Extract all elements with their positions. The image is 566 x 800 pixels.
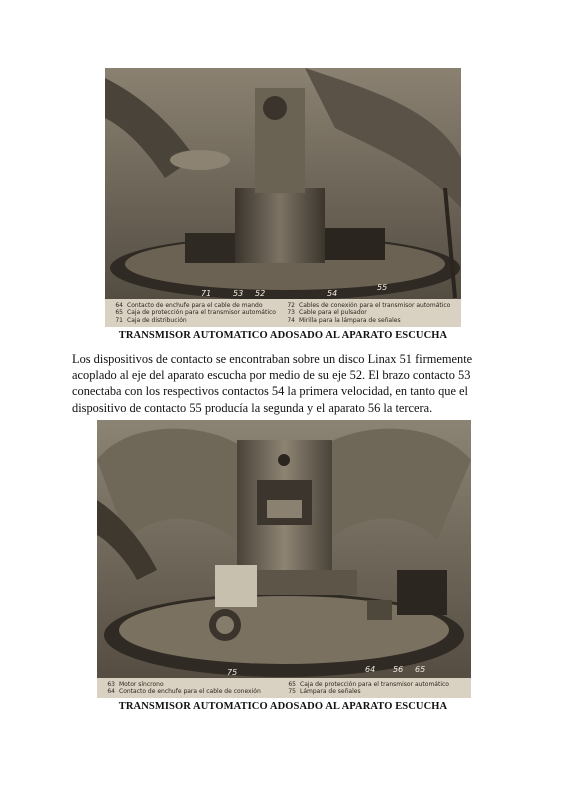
legend-row: 65 Caja de protección para el transmisor automático <box>288 681 449 688</box>
paragraph-line: Los dispositivos de contacto se encontraban sobre un disco Linax 51 firmemente <box>72 352 473 366</box>
paragraph-line: conectaba con los respectivos contactos 54 la primera velocidad, en tanto que el <box>72 384 469 399</box>
legend-row: 75 Lámpara de señales <box>288 688 361 696</box>
figure-2-photo <box>97 420 471 698</box>
callout-75: 75 <box>227 668 238 677</box>
callout-65: 65 <box>415 665 426 674</box>
legend-right-column <box>283 302 455 325</box>
figure-1-caption: TRANSMISOR AUTOMATICO ADOSADO AL APARATO ESCUCHA <box>118 330 448 341</box>
legend-row: 63 Motor síncrono <box>107 681 164 688</box>
legend-right-column <box>284 681 465 696</box>
legend-row: 73 Cable para el pulsador <box>287 309 367 317</box>
body-paragraph <box>72 351 492 416</box>
callout-64: 64 <box>365 665 376 674</box>
legend-row: 71 Caja de distribución <box>115 316 187 324</box>
legend-row: 74 Mirilla para la lámpara de señales <box>287 316 401 324</box>
figure-2-caption: TRANSMISOR AUTOMATICO ADOSADO AL APARATO ESCUCHA <box>118 701 448 712</box>
figure-2-illustration <box>97 420 471 698</box>
callout-52: 52 <box>255 289 266 298</box>
legend-left-column <box>103 681 284 696</box>
callout-56: 56 <box>393 665 404 674</box>
figure-1-legend <box>105 299 461 327</box>
paragraph-line: acoplado al eje del aparato escucha por medio de su eje 52. El brazo contacto 53 <box>72 368 471 383</box>
legend-row: 64 Contacto de enchufe para el cable de mando <box>115 302 263 309</box>
legend-row: 64 Contacto de enchufe para el cable de conexión <box>107 688 261 696</box>
callout-53: 53 <box>233 289 244 298</box>
callout-54: 54 <box>327 289 338 298</box>
legend-row: 65 Caja de protección para el transmisor automático <box>115 309 276 317</box>
paragraph-line: dispositivo de contacto 55 producía la segunda y el aparato 56 la tercera. <box>72 400 433 415</box>
callout-55: 55 <box>377 283 388 292</box>
figure-1-illustration <box>105 68 461 327</box>
legend-row: 72 Cables de conexión para el transmisor automático <box>287 302 451 309</box>
figure-2-legend <box>97 678 471 698</box>
legend-left-column <box>111 302 283 325</box>
callout-71: 71 <box>201 289 212 298</box>
figure-1-photo <box>105 68 461 327</box>
